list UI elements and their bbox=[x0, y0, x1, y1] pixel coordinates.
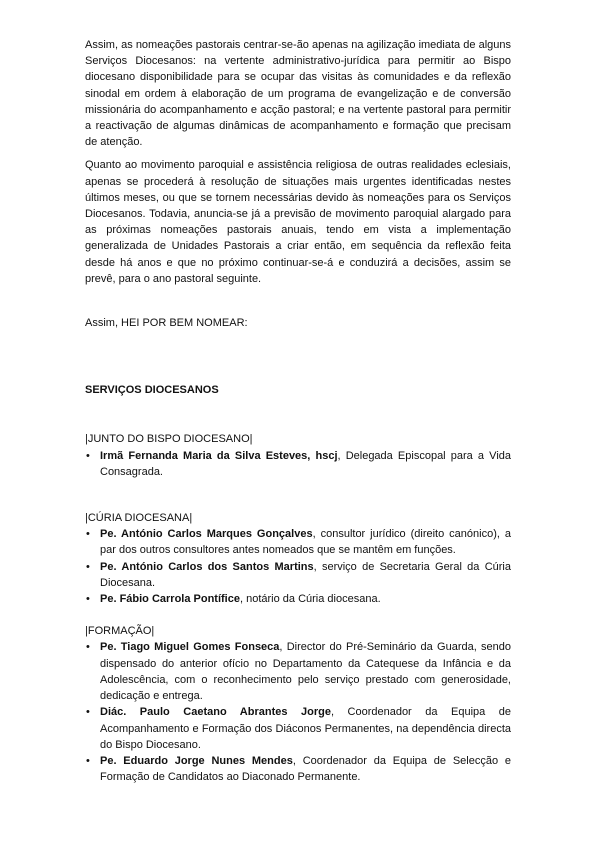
group-list-formacao bbox=[85, 639, 511, 785]
list-item bbox=[85, 526, 511, 558]
appointee-name: Irmã Fernanda Maria da Silva Esteves, hscj bbox=[100, 449, 338, 462]
appointee-name: Diác. Paulo Caetano Abrantes Jorge bbox=[100, 706, 331, 719]
appointee-name: Pe. António Carlos Marques Gonçalves bbox=[100, 528, 313, 541]
appointment-text: , Director do Pré-Seminário da Guarda, sendo dispensado do anterior ofício no Departamento da Catequese da Infância e da Adolescência, com o reconhecimento pelo serviço prestado com generosidade, dedicação e entrega. bbox=[100, 641, 512, 703]
appointee-name: Pe. Fábio Carrola Pontífice bbox=[100, 593, 240, 606]
decree-line: Assim, HEI POR BEM NOMEAR: bbox=[85, 317, 248, 330]
bullet-icon: • bbox=[86, 706, 90, 719]
bullet-icon: • bbox=[86, 641, 90, 654]
group-title-formacao: |FORMAÇÃO| bbox=[85, 625, 155, 638]
list-item bbox=[85, 591, 511, 607]
list-item bbox=[85, 704, 511, 753]
appointee-name: Pe. Tiago Miguel Gomes Fonseca bbox=[100, 641, 280, 654]
appointment-text: , Coordenador da Equipa de Selecção e Formação de Candidatos ao Diaconado Permanente. bbox=[100, 754, 511, 784]
bullet-icon: • bbox=[86, 754, 90, 767]
intro-paragraph-2: Quanto ao movimento paroquial e assistência religiosa de outras realidades eclesiais, apenas se procederá à resolução de situações mais urgentes identificadas nestes últimos meses, ou que se tornem necessárias devido às nomeações para os Serviços Diocesanos. Todavia, anuncia-se já a previsão de movimento paroquial alargado para as próximas nomeações pastorais anuais, tendo em vista a implementação generalizada de Unidades Pastorais a criar então, em sequência da reflexão feita desde há anos e que no próximo continuar-se-á e conduzirá a decisões, assim se prevê, para o ano pastoral seguinte. bbox=[85, 159, 511, 285]
document-page bbox=[85, 37, 511, 785]
list-item bbox=[85, 753, 511, 785]
list-item bbox=[85, 639, 511, 704]
group-list-bispo bbox=[85, 448, 511, 480]
group-title-curia: |CÚRIA DIOCESANA| bbox=[85, 512, 193, 525]
bullet-icon: • bbox=[86, 593, 90, 606]
group-list-curia bbox=[85, 526, 511, 607]
appointment-text: , consultor jurídico (direito canónico), a par dos outros consultores antes nomeados que se mantêm em funções. bbox=[100, 528, 511, 557]
list-item bbox=[85, 559, 511, 591]
intro-paragraph-1: Assim, as nomeações pastorais centrar-se-ão apenas na agilização imediata de alguns Serviços Diocesanos: na vertente administrativo-jurídica para permitir ao Bispo diocesano disponibilidade para se ocupar das visitas às comunidades e da reflexão sinodal em ordem à elaboração de um programa de evangelização e de conversão missionária do acompanhamento e acção pastoral; e na vertente pastoral para permitir a reactivação de algumas dinâmicas de acompanhamento e formação que precisam de atenção. bbox=[85, 39, 511, 149]
section-title: SERVIÇOS DIOCESANOS bbox=[85, 384, 219, 397]
list-item bbox=[85, 448, 511, 480]
bullet-icon: • bbox=[86, 528, 90, 541]
appointment-text: , serviço de Secretaria Geral da Cúria Diocesana. bbox=[100, 560, 511, 589]
bullet-icon: • bbox=[86, 560, 90, 573]
group-title-bispo: |JUNTO DO BISPO DIOCESANO| bbox=[85, 433, 253, 446]
appointee-name: Pe. António Carlos dos Santos Martins bbox=[100, 560, 314, 573]
appointment-text: , Coordenador da Equipa de Acompanhamento e Formação dos Diáconos Permanentes, na dependência directa do Bispo Diocesano. bbox=[100, 706, 511, 751]
appointment-text: , Delegada Episcopal para a Vida Consagrada. bbox=[100, 449, 511, 478]
appointment-text: , notário da Cúria diocesana. bbox=[239, 593, 381, 606]
appointee-name: Pe. Eduardo Jorge Nunes Mendes bbox=[100, 754, 293, 767]
bullet-icon: • bbox=[86, 449, 90, 462]
